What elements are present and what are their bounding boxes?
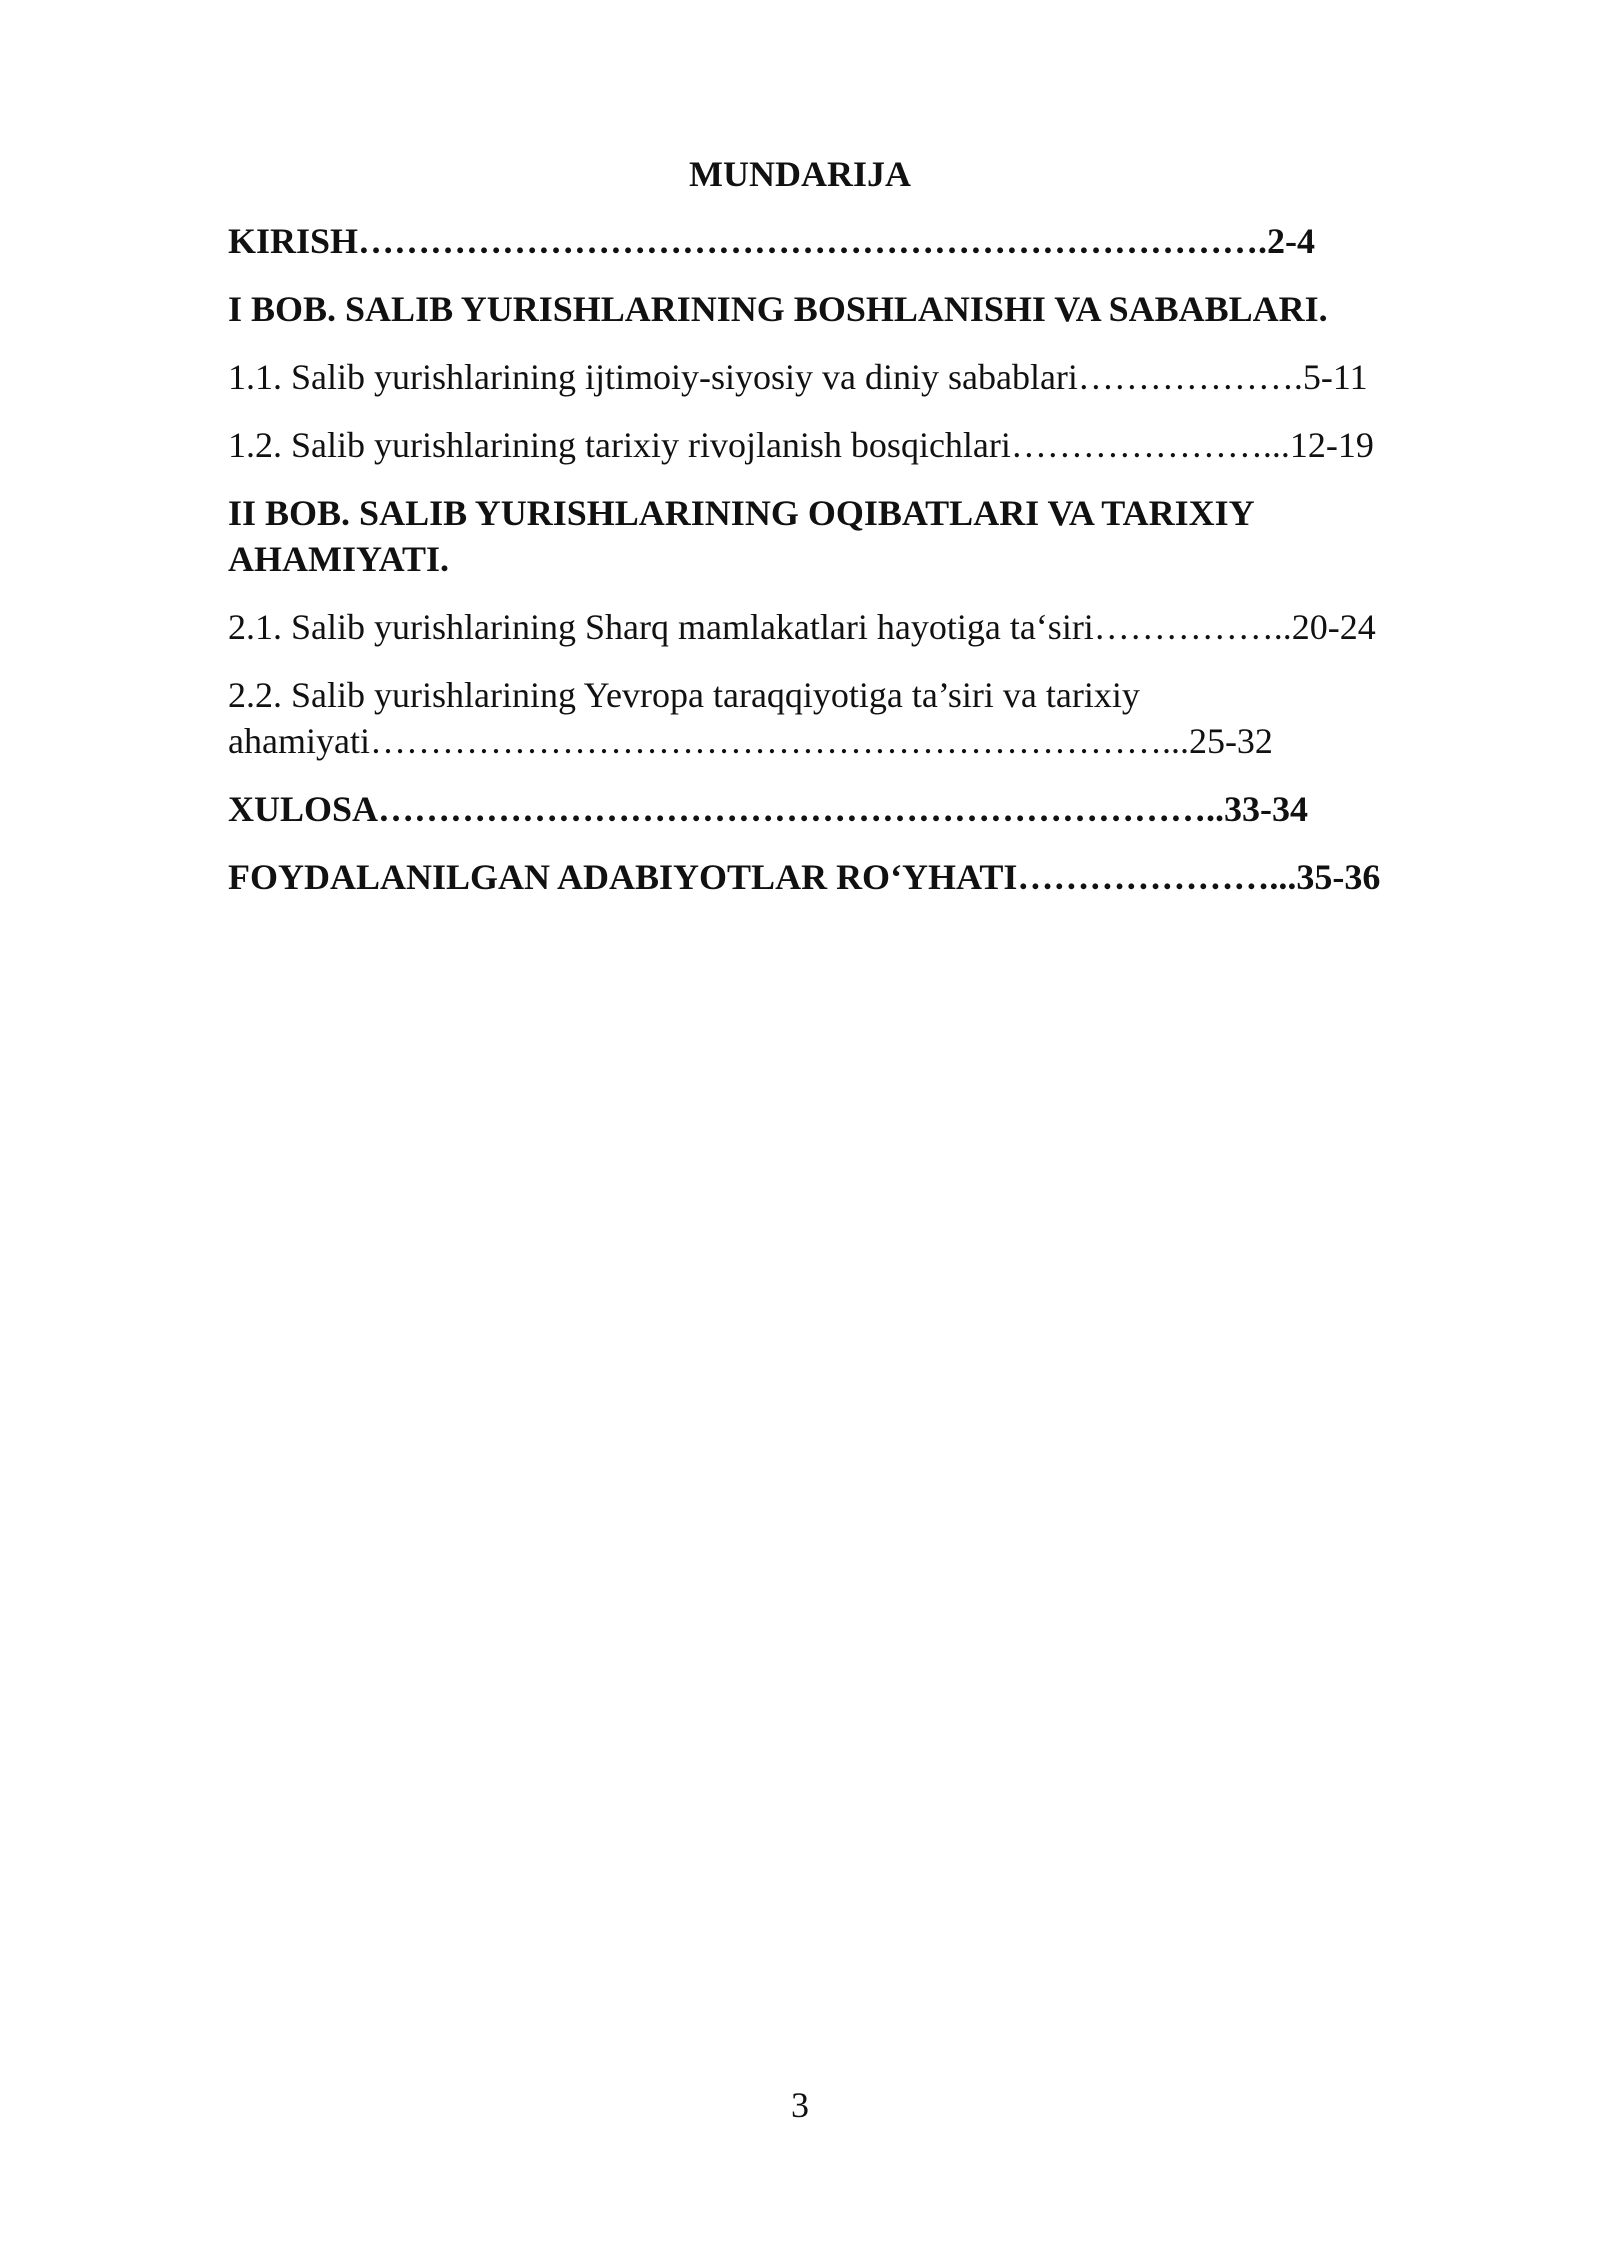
toc-entry-section-1-2: 1.2. Salib yurishlarining tarixiy rivojlanish bosqichlari…………………...12-19: [228, 425, 1374, 465]
table-of-contents: [228, 218, 1468, 922]
toc-entry-kirish: KIRISH………………………………………………………………….2-4: [228, 221, 1316, 261]
toc-entry-references: FOYDALANILGAN ADABIYOTLAR RO‘YHATI…………………...35-36: [228, 857, 1381, 897]
toc-entry-section-2-2-line2: ahamiyati…………………………………………………………...25-32: [228, 721, 1273, 761]
toc-entry-xulosa: XULOSA……………………………………………………………..33-34: [228, 789, 1309, 829]
toc-title: MUNDARIJA: [689, 154, 911, 194]
toc-entry-chapter-2-line1: II BOB. SALIB YURISHLARINING OQIBATLARI VA TARIXIY: [228, 493, 1255, 533]
toc-entry-chapter-2-line2: AHAMIYATI.: [228, 539, 450, 579]
toc-entry-section-1-1: 1.1. Salib yurishlarining ijtimoiy-siyosiy va diniy sabablari……………….5-11: [228, 357, 1368, 397]
page-number: 3: [791, 2085, 809, 2125]
toc-entry-section-2-2: [228, 672, 1468, 764]
toc-entry-chapter-1: I BOB. SALIB YURISHLARINING BOSHLANISHI VA SABABLARI.: [228, 289, 1328, 329]
toc-entry-chapter-2: [228, 490, 1468, 582]
toc-entry-section-2-2-line1: 2.2. Salib yurishlarining Yevropa taraqqiyotiga ta’siri va tarixiy: [228, 675, 1140, 715]
toc-entry-section-2-1: 2.1. Salib yurishlarining Sharq mamlakatlari hayotiga ta‘siri……………..20-24: [228, 607, 1376, 647]
